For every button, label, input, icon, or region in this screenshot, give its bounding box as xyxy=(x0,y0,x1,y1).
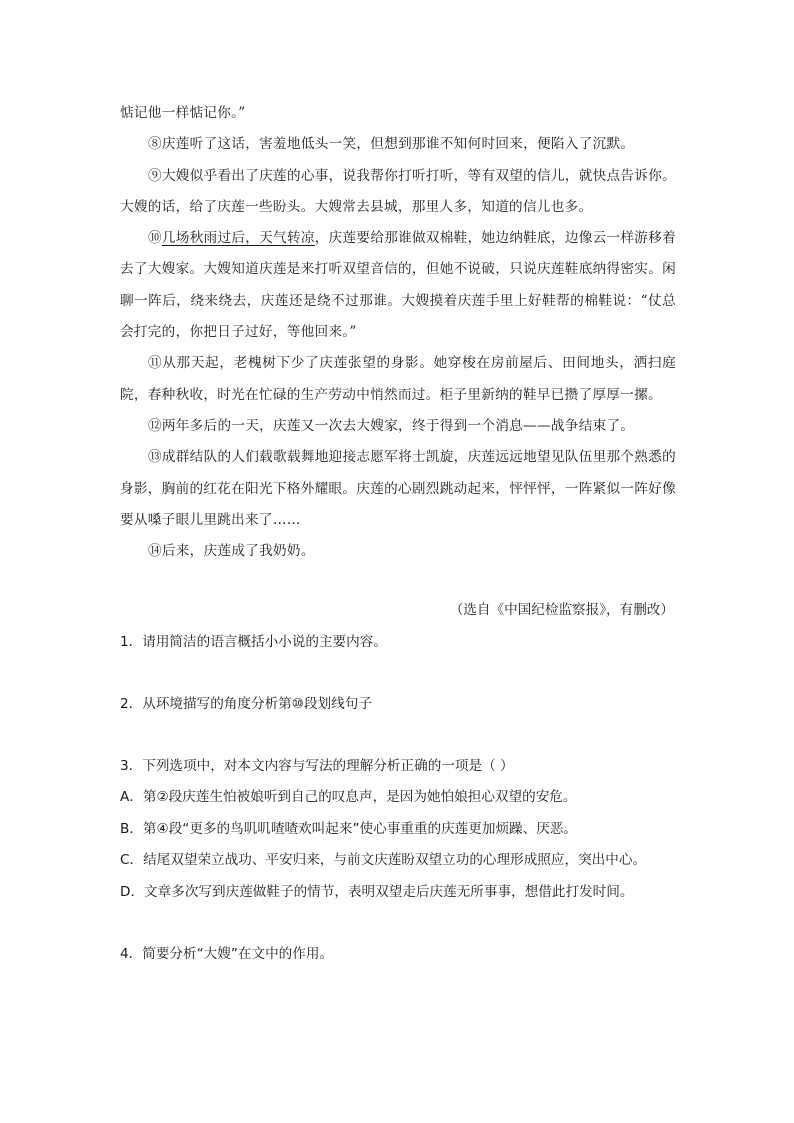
question-3: 3．下列选项中，对本文内容与写法的理解分析正确的一项是（ ） xyxy=(120,758,514,774)
paragraph-7-tail: 惦记他一样惦记你。” xyxy=(120,105,246,121)
paragraph-10-rest: ，庆莲要给那谁做双棉鞋，她边纳鞋底，边像云一样游移着去了大嫂家。大嫂知道庆莲是来打听双望音信的，但她不说破，只说庆莲鞋底纳得密实。闲聊一阵后，绕来绕去，庆莲还是绕不过那谁。大嫂摸着庆莲手里上好鞋帮的棉鞋说：“仗总会打完的，你把日子过好，等他回来。” xyxy=(120,230,676,341)
question-4: 4．简要分析“大嫂”在文中的作用。 xyxy=(120,946,334,962)
question-1: 1．请用简洁的语言概括小小说的主要内容。 xyxy=(120,634,387,650)
paragraph-11: ⑪从那天起，老槐树下少了庆莲张望的身影。她穿梭在房前屋后、田间地头，洒扫庭院，春种秋收，时光在忙碌的生产劳动中悄然而过。柜子里新纳的鞋早已攒了厚厚一摞。 xyxy=(120,355,676,403)
question-2: 2．从环境描写的角度分析第⑩段划线句子 xyxy=(120,696,372,712)
question-3-option-a: A．第②段庆莲生怕被娘听到自己的叹息声，是因为她怕娘担心双望的安危。 xyxy=(120,789,577,805)
paragraph-14: ⑭后来，庆莲成了我奶奶。 xyxy=(148,543,315,560)
question-3-option-c: C．结尾双望荣立战功、平安归来，与前文庆莲盼双望立功的心理形成照应，突出中心。 xyxy=(120,852,647,868)
question-3-option-d: D．文章多次写到庆莲做鞋子的情节，表明双望走后庆莲无所事事，想借此打发时间。 xyxy=(120,884,634,900)
paragraph-10-marker: ⑩ xyxy=(148,230,162,247)
paragraph-9: ⑨大嫂似乎看出了庆莲的心事，说我帮你打听打听，等有双望的信儿，就快点告诉你。大嫂的话，给了庆莲一些盼头。大嫂常去县城，那里人多，知道的信儿也多。 xyxy=(120,167,676,215)
paragraph-12: ⑫两年多后的一天，庆莲又一次去大嫂家，终于得到一个消息——战争结束了。 xyxy=(148,417,635,434)
question-3-option-b: B．第④段“更多的鸟叽叽喳喳欢叫起来”使心事重重的庆莲更加烦躁、厌恶。 xyxy=(120,821,578,837)
paragraph-8: ⑧庆莲听了这话，害羞地低头一笑，但想到那谁不知何时回来，便陷入了沉默。 xyxy=(148,136,635,153)
paragraph-10 xyxy=(120,223,676,348)
paragraph-13: ⑬成群结队的人们载歌载舞地迎接志愿军将士凯旋，庆莲远远地望见队伍里那个熟悉的身影，胸前的红花在阳光下格外耀眼。庆莲的心剧烈跳动起来，怦怦怦，一阵紧似一阵好像要从嗓子眼儿里跳出来了…… xyxy=(120,449,676,528)
underlined-sentence: 几场秋雨过后，天气转凉 xyxy=(161,230,315,247)
source-citation: （选自《中国纪检监察报》，有删改） xyxy=(449,602,674,618)
story-text xyxy=(120,98,676,567)
